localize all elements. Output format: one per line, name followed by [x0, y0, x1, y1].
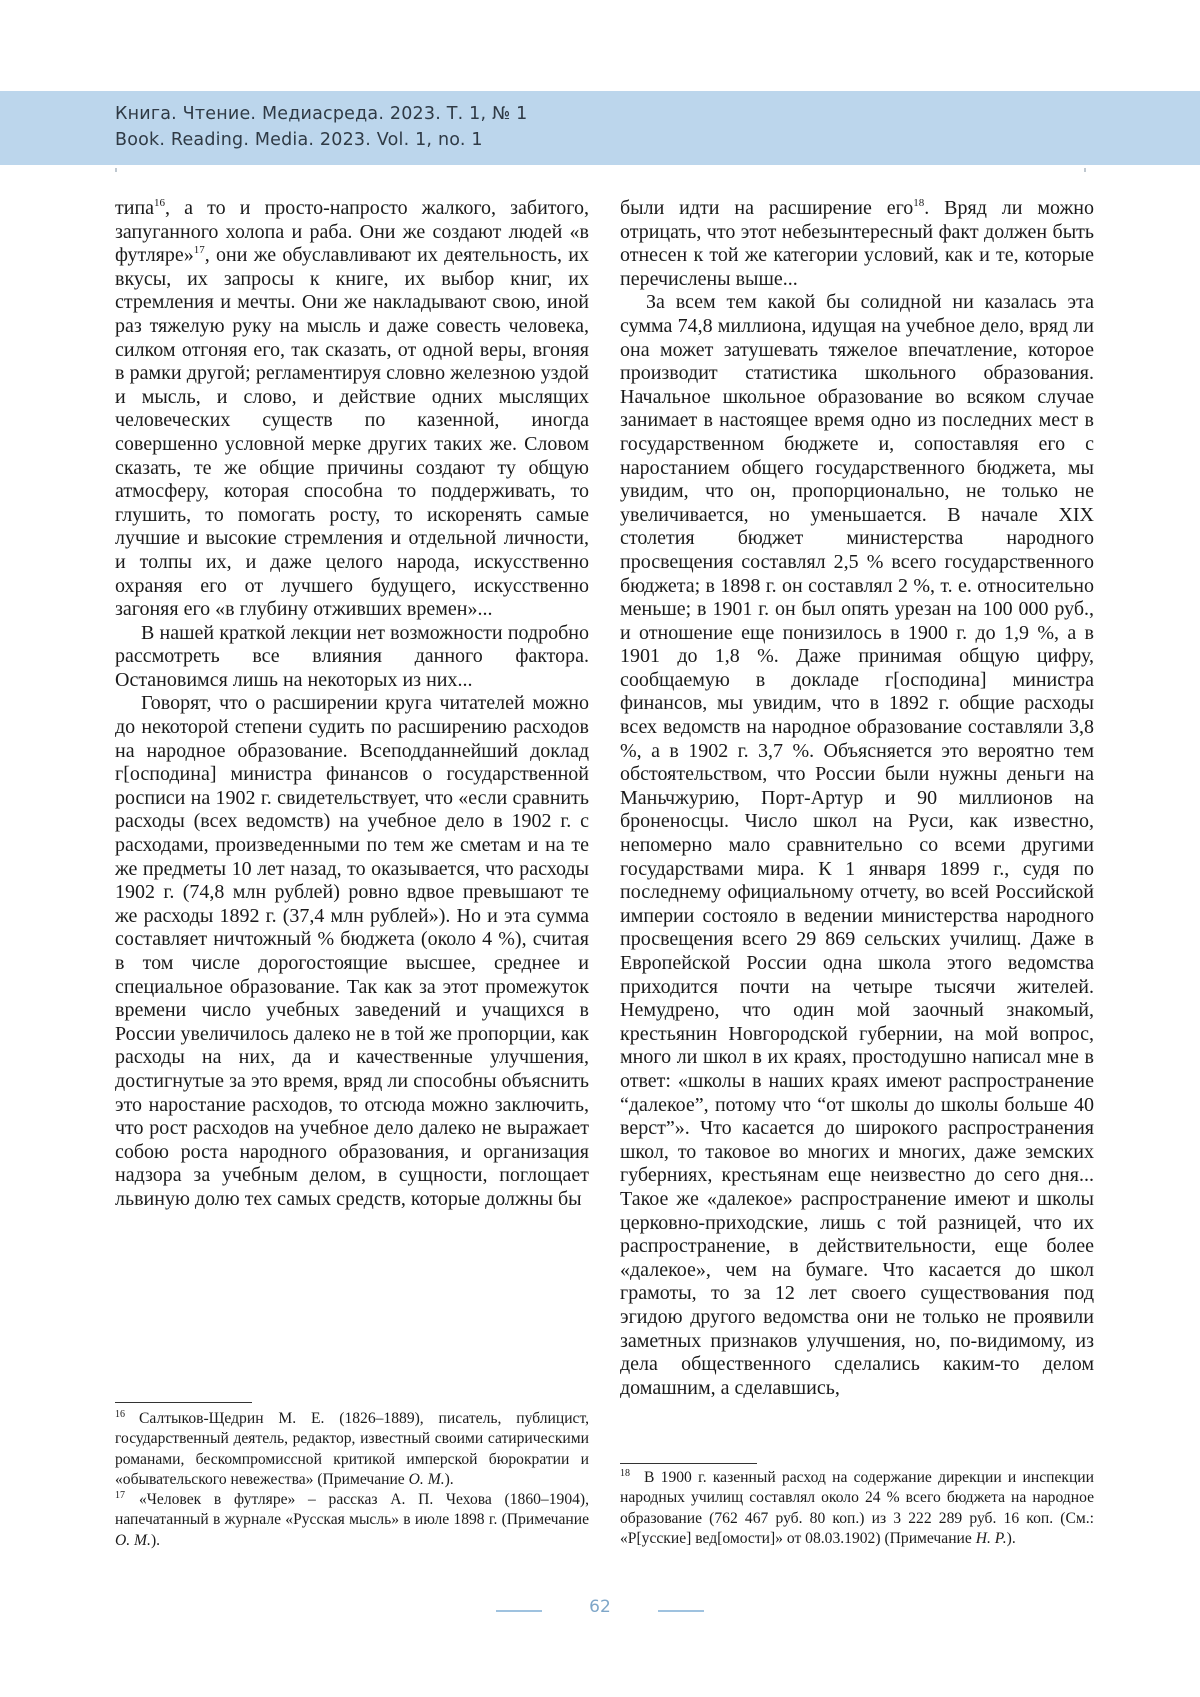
paragraph: Говорят, что о расширении круга читателей можно до некоторой степени судить по расширению расходов на народное образование. Всеподданнейший доклад г[осподина] министра финансов о государственной росписи на 1902 г. свидетельствует, что «если сравнить расходы (всех ведомств) на учебное дело в 1902 г. с расходами, произведенными по тем же сметам и на те же предметы 10 лет назад, то оказывается, что расходы 1902 г. (74,8 млн рублей) ровно вдвое превышают те же расходы 1892 г. (37,4 млн рублей»). Но и эта сумма составляет ничтожный % бюджета (около 4 %), считая в том числе дорогостоящие высшее, среднее и специальное образование. Так как за этот промежуток времени число учебных заведений и учащихся в России увеличилось далеко не в той же пропорции, как расходы на них, да и качественные улучшения, достигнутые за это время, вряд ли способны объяснить это наростание расходов, то отсюда можно заключить, что рост расходов на учебное дело далеко не выражает собою роста народного образования, и организация надзора за учебным делом, в сущности, поглощает львиную долю тех самых средств, которые должны бы	[115, 692, 589, 1210]
footnote-number: 17	[115, 1490, 125, 1502]
footnote-divider	[620, 1463, 757, 1464]
initials: О. М.	[408, 1470, 445, 1488]
footnote-number: 18	[620, 1468, 630, 1479]
page-number: 62	[589, 1597, 611, 1617]
footnotes-right	[620, 1468, 1094, 1549]
text-run: ).	[1006, 1529, 1016, 1547]
footnote-divider	[115, 1402, 252, 1403]
left-column	[115, 197, 589, 1212]
text-run: , они же обуславливают их деятельность, их вкусы, их запросы к книге, их выбор книг, их стремления и мечты. Они же накладывают свою, иной раз тяжелую руку на мысль и даже совесть человека, силком отгоняя его, так сказать, от одной веры, вгоняя в рамки другой; регламентируя словно железною уздой и мысль, и слово, и действие одних мыслящих человеческих существ по казенной, иногда совершенно условной мерке других таких же. Словом сказать, те же общие причины создают ту общую атмосферу, которая способна то поддерживать, то глушить, то помогать росту, то искоренять самые лучшие и высокие стремления и отдельной личности, и толпы их, и даже целого народа, искусственно охраняя его от лучшего будущего, искусственно загоняя его «в глубину отживших времен»...	[115, 244, 589, 621]
text-run: Салтыков-Щедрин М. Е. (1826–1889), писатель, публицист, государственный деятель, редактор, известный своими сатирическими романами, бескомпромиссной критикой имперской бюрократии и «обывательского невежества» (Примечание	[115, 1410, 589, 1488]
paragraph: В нашей краткой лекции нет возможности подробно рассмотреть все влияния данного фактора. Остановимся лишь на некоторых из них...	[115, 621, 589, 691]
journal-title-ru: Книга. Чтение. Медиасреда. 2023. Т. 1, № 1	[115, 104, 528, 124]
footnote-17	[115, 1490, 589, 1551]
footnote-text	[620, 1469, 1094, 1547]
footnote-18	[620, 1468, 1094, 1549]
initials: Н. Р.	[975, 1529, 1007, 1547]
text-run: ).	[444, 1470, 454, 1488]
footnote-number: 16	[115, 1409, 125, 1420]
text-run: ).	[150, 1531, 161, 1549]
page-footer	[0, 1597, 1200, 1627]
text-run: «Человек в футляре» – рассказ А. П. Чехова (1860–1904), напечатанный в журнале «Русская мысль» в июле 1898 г. (Примечание	[115, 1491, 589, 1529]
text-run: В 1900 г. казенный расход на содержание дирекции и инспекции народных училищ составлял около 24 % всего бюджета на народное образование (762 467 руб. 80 коп.) из 3 222 289 руб. 16 коп. (См.: «Р[усские] вед[омости]» от 08.03.1902) (Примечание	[620, 1469, 1094, 1547]
journal-title-en: Book. Reading. Media. 2023. Vol. 1, no. 1	[115, 130, 483, 150]
header-tick-right	[1084, 168, 1086, 172]
paragraph	[620, 197, 1094, 291]
paragraph	[115, 197, 589, 622]
footnote-ref-17[interactable]: 17	[193, 244, 205, 257]
text-run: были идти на расширение его	[620, 197, 914, 219]
footnote-text	[115, 1491, 589, 1549]
header-tick-left	[115, 168, 117, 172]
footnote-16	[115, 1409, 589, 1490]
footnote-ref-18[interactable]: 18	[913, 197, 925, 209]
footnote-text	[115, 1410, 589, 1488]
footer-rule-right	[658, 1610, 704, 1612]
paragraph: За всем тем какой бы солидной ни казалась эта сумма 74,8 миллиона, идущая на учебное дело, вряд ли она может затушевать тяжелое впечатление, которое производит статистика школьного образования. Начальное школьное образование во всяком случае занимает в настоящее время одно из последних мест в государственном бюджете и, сопоставляя его с наростанием общего государственного бюджета, мы увидим, что он, пропорционально, не только не увеличивается, но уменьшается. В начале XIX столетия бюджет министерства народного просвещения составлял 2,5 % всего государственного бюджета; в 1898 г. он составлял 2 %, т. е. относительно меньше; в 1901 г. он был опять урезан на 100 000 руб., и отношение еще понизилось в 1900 г. до 1,9 %, а в 1901 до 1,8 %. Даже принимая общую цифру, сообщаемую в докладе г[осподина] министра финансов, мы увидим, что в 1892 г. общие расходы всех ведомств на народное образование составляли 3,8 %, а в 1902 г. 3,7 %. Объясняется это вероятно тем обстоятельством, что России были нужны деньги на Маньчжурию, Порт-Артур и 90 миллионов на броненосцы. Число школ на Руси, как известно, непомерно мало сравнительно со всеми другими государствами мира. К 1 января 1899 г., судя по последнему официальному отчету, во всей Российской империи состояло в ведении министерства народного просвещения всего 29 869 сельских училищ. Даже в Европейской России одна школа этого ведомства приходится почти на четыре тысячи жителей. Немудрено, что один мой заочный знакомый, крестьянин Новгородской губернии, на мой вопрос, много ли школ в их краях, простодушно написал мне в ответ: «школы в наших краях имеют распространение “далекое”, потому что “от школы до школы больше 40 верст”». Что касается до широкого распространения школ, то таковое во многих и многих, даже земских губерниях, крестьянам еще неизвестно до сего дня... Такое же «далекое» распространение имеют и школы церковно-приходские, лишь с той разницей, что их распространение, в действительности, еще более «далекое», чем на бумаге. Что касается до школ грамоты, то за 12 лет своего существования под эгидою другого ведомства они не только не проявили заметных признаков улучшения, но, по-видимому, из дела общественного сделались каким-то делом домашним, а сделавшись,	[620, 291, 1094, 1399]
initials: О. М.	[115, 1531, 151, 1549]
footnotes-left	[115, 1409, 589, 1551]
text-run: , а то и просто-напросто жалкого, забитого, запуганного холопа и раба. Они же создают людей «в футляре»	[115, 197, 589, 267]
right-column	[620, 197, 1094, 1400]
journal-header	[115, 101, 528, 153]
footnote-ref-16[interactable]: 16	[154, 197, 166, 209]
text-run: типа	[115, 197, 155, 219]
text-run: . Вряд ли можно отрицать, что этот небезынтересный факт должен быть отнесен к той же категории условий, как и те, которые перечислены выше...	[620, 197, 1094, 290]
